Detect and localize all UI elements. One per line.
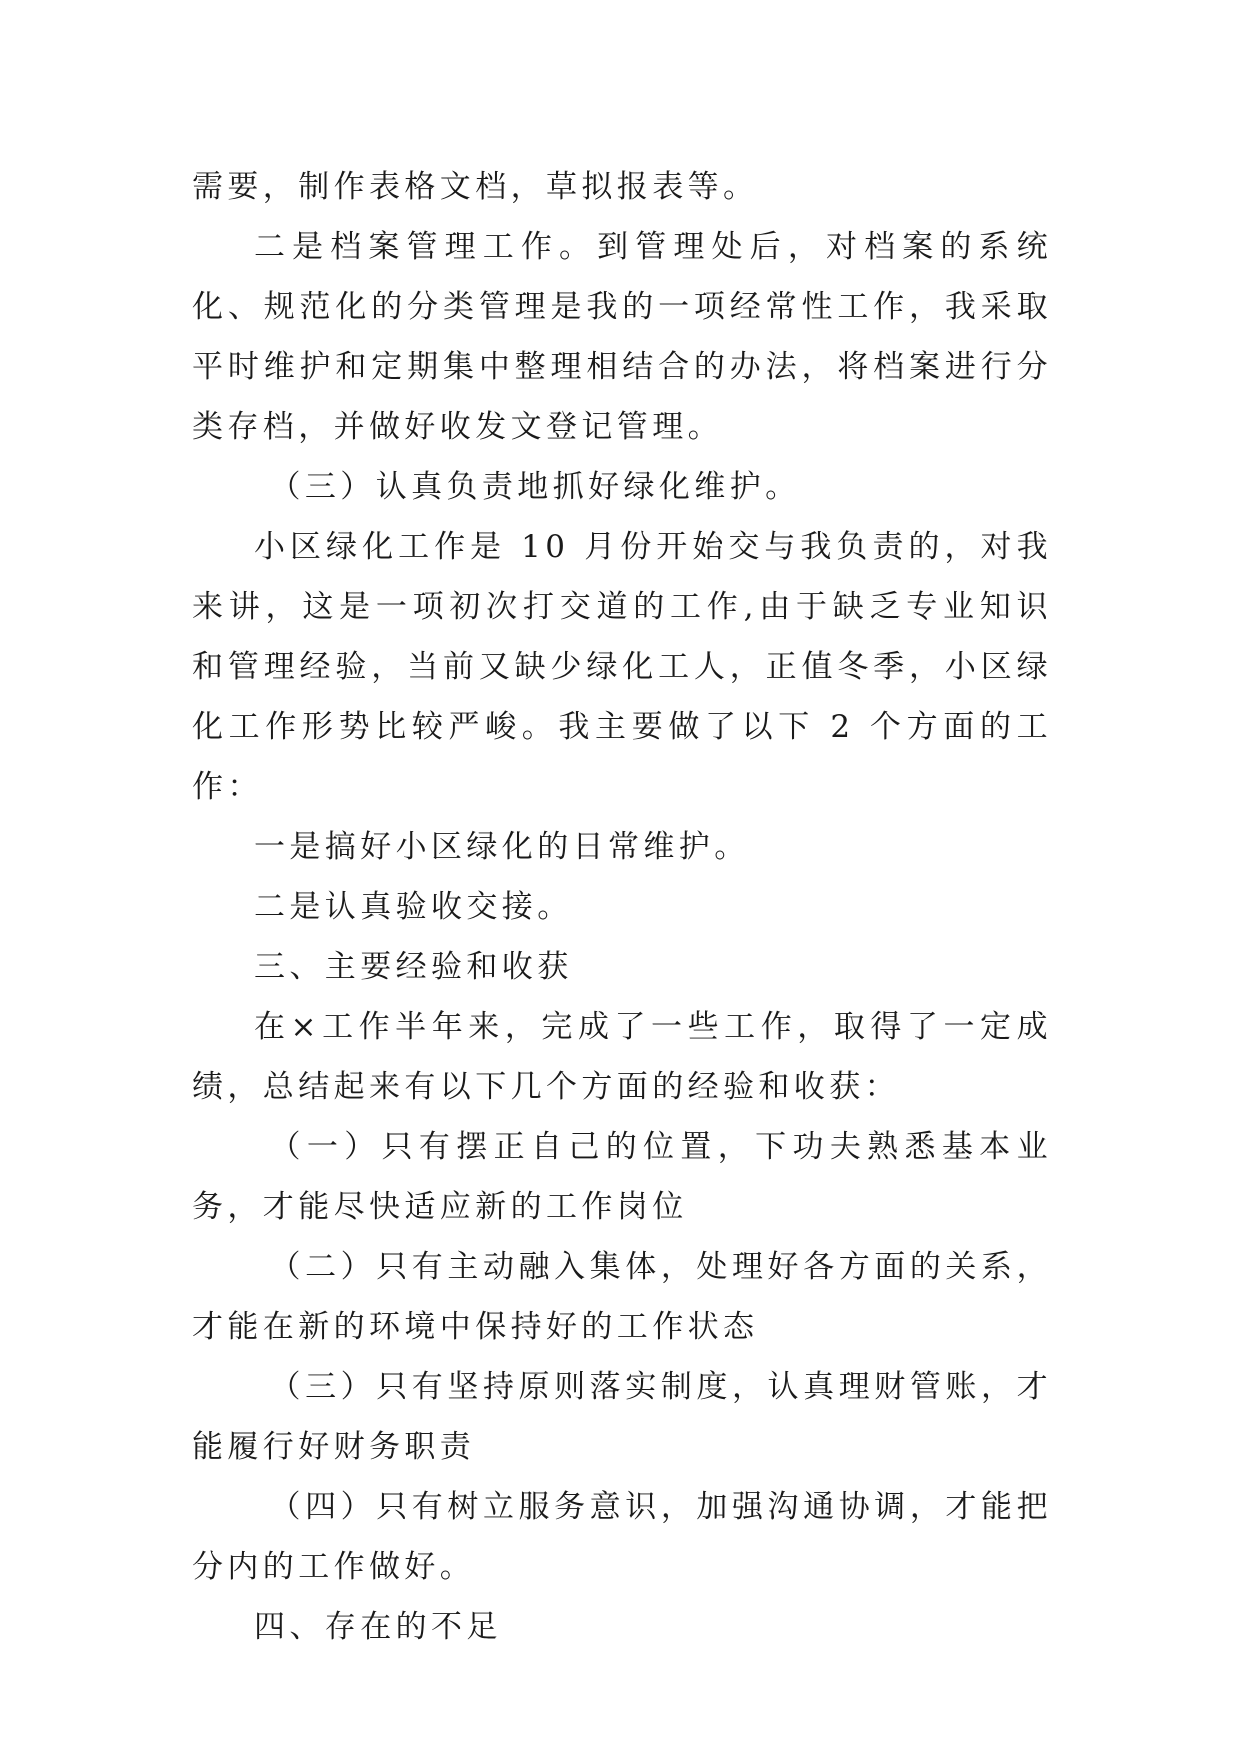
experience-item-3: （三）只有坚持原则落实制度，认真理财管账，才能履行好财务职责	[192, 1369, 1052, 1465]
section-heading-experience: 三、主要经验和收获	[254, 949, 573, 985]
paragraph-continuation: 需要，制作表格文档，草拟报表等。	[192, 169, 759, 205]
paragraph-daily-maintenance: 一是搞好小区绿化的日常维护。	[254, 829, 750, 865]
document-body	[192, 157, 1052, 1657]
section-heading-shortcomings: 四、存在的不足	[254, 1609, 502, 1645]
paragraph-experience-summary: 在×工作半年来，完成了一些工作，取得了一定成绩，总结起来有以下几个方面的经验和收获：	[192, 1009, 1052, 1105]
experience-item-4: （四）只有树立服务意识，加强沟通协调，才能把分内的工作做好。	[192, 1489, 1052, 1585]
experience-item-2: （二）只有主动融入集体，处理好各方面的关系，才能在新的环境中保持好的工作状态	[192, 1249, 1052, 1345]
experience-item-1: （一）只有摆正自己的位置，下功夫熟悉基本业务，才能尽快适应新的工作岗位	[192, 1129, 1052, 1225]
paragraph-acceptance-handover: 二是认真验收交接。	[254, 889, 573, 925]
paragraph-archive-management: 二是档案管理工作。到管理处后，对档案的系统化、规范化的分类管理是我的一项经常性工作，我采取平时维护和定期集中整理相结合的办法，将档案进行分类存档，并做好收发文登记管理。	[192, 229, 1052, 445]
paragraph-greening-work: 小区绿化工作是 10 月份开始交与我负责的，对我来讲，这是一项初次打交道的工作,由于缺乏专业知识和管理经验，当前又缺少绿化工人，正值冬季，小区绿化工作形势比较严峻。我主要做了以下 2 个方面的工作：	[192, 529, 1052, 805]
subheading-greening-maintenance: （三）认真负责地抓好绿化维护。	[269, 469, 801, 505]
